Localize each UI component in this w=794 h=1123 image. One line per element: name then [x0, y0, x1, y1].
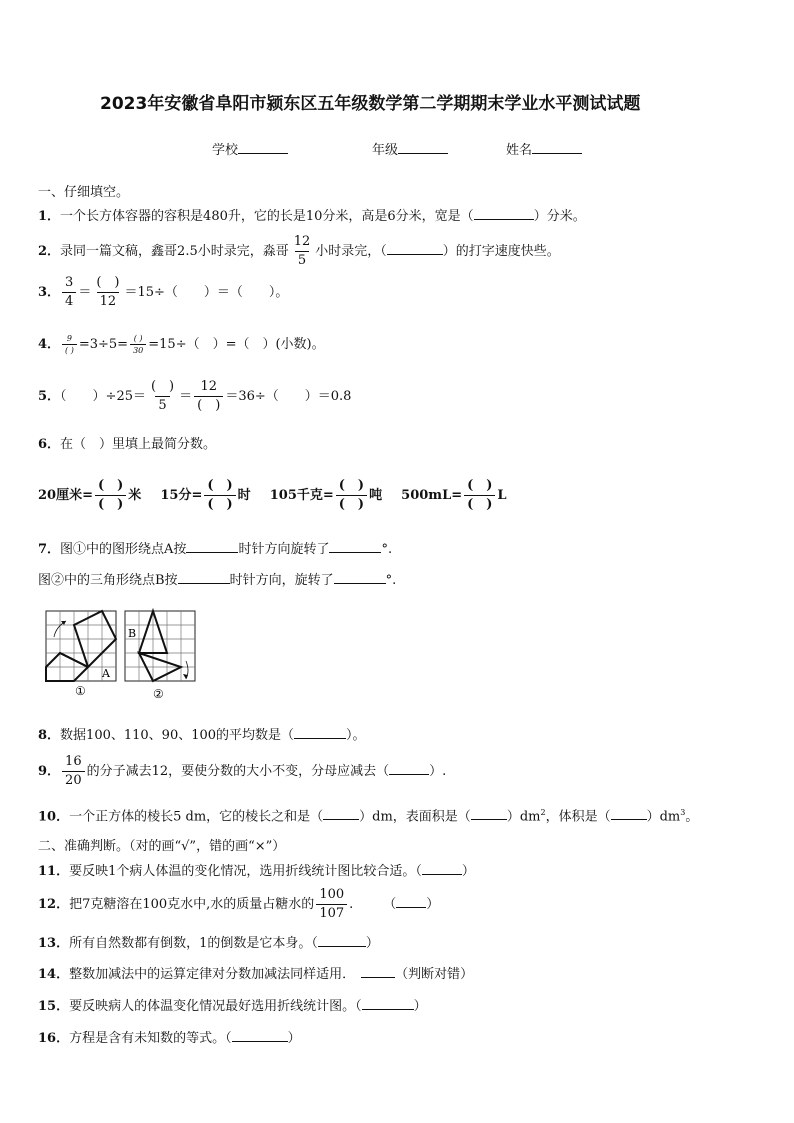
question-text: 要反映1个病人体温的变化情况，选用折线统计图比较合适。（ — [69, 864, 422, 879]
question-tail: ） — [426, 897, 440, 912]
question-16 — [38, 1029, 301, 1048]
question-tail: ）。 — [346, 728, 366, 743]
question-text: 要反映病人的体温变化情况最好选用折线统计图。（ — [69, 999, 362, 1014]
question-tail: °. — [381, 542, 393, 557]
question-tail: 。 — [685, 809, 699, 825]
question-text: ）dm — [646, 809, 681, 825]
school-label: 学校 — [212, 143, 239, 158]
denominator: 20 — [62, 771, 85, 789]
equals-sign: ＝ — [78, 285, 92, 300]
answer-blank[interactable] — [611, 807, 647, 820]
name-blank[interactable] — [532, 141, 582, 154]
denominator: 107 — [316, 904, 347, 922]
question-text: （ — [383, 897, 397, 912]
point-b-label: B — [128, 627, 137, 640]
question-text: 在（ ）里填上最简分数。 — [60, 437, 217, 452]
answer-blank[interactable] — [361, 965, 395, 978]
fraction — [291, 234, 314, 269]
question-number: 11． — [38, 864, 70, 879]
question-text: . — [349, 897, 354, 912]
question-1 — [38, 207, 586, 226]
conversion-item — [401, 478, 507, 512]
name-label: 姓名 — [506, 143, 533, 158]
conversion-unit: 吨 — [369, 488, 383, 503]
question-number: 14． — [38, 967, 70, 982]
figure-2-grid — [125, 611, 195, 681]
rotation-figures — [40, 607, 205, 702]
question-tail: ）的打字速度快些。 — [442, 244, 560, 259]
question-13 — [38, 934, 379, 953]
answer-blank[interactable] — [362, 997, 414, 1010]
conversion-item — [38, 478, 142, 512]
denominator: ( ) — [204, 495, 235, 513]
answer-blank[interactable] — [323, 807, 359, 820]
question-text: ）dm — [506, 809, 541, 825]
answer-blank[interactable] — [232, 1029, 288, 1042]
numerator: 16 — [65, 754, 82, 769]
header-name — [506, 141, 582, 160]
question-text: 数据100、110、90、100的平均数是（ — [60, 728, 295, 743]
question-number: 12． — [38, 897, 70, 912]
question-text: ＝15÷（ ）＝（ ）。 — [124, 285, 289, 300]
question-text: ，体积是（ — [545, 809, 611, 825]
point-a-label: A — [102, 667, 110, 680]
question-6 — [38, 436, 216, 454]
answer-blank[interactable] — [318, 934, 366, 947]
question-tail: ） — [365, 936, 379, 951]
answer-blank[interactable] — [294, 726, 346, 739]
question-6-items — [38, 478, 507, 513]
conversion-prefix: 500mL= — [401, 488, 463, 503]
grade-blank[interactable] — [398, 141, 448, 154]
question-7-part-2 — [38, 571, 396, 590]
numerator: 12 — [293, 234, 311, 249]
conversion-item — [269, 478, 383, 512]
conversion-prefix: 15分= — [160, 488, 203, 503]
answer-blank[interactable] — [178, 571, 230, 584]
grade-label: 年级 — [372, 143, 399, 158]
question-text: 整数加减法中的运算定律对分数加减法同样适用． — [69, 967, 356, 982]
question-number: 7． — [38, 542, 61, 557]
denominator: 30 — [130, 344, 146, 355]
header-school — [212, 141, 288, 160]
conversion-prefix: 20厘米= — [38, 488, 93, 503]
fraction — [194, 379, 223, 414]
numerator: ( ) — [338, 478, 365, 493]
answer-blank[interactable] — [387, 242, 443, 255]
question-number: 4． — [38, 337, 61, 352]
question-3 — [38, 275, 288, 310]
question-12 — [38, 887, 439, 922]
denominator: ( ) — [336, 495, 367, 513]
section-1-heading: 一、仔细填空。 — [38, 185, 130, 200]
question-8 — [38, 726, 366, 745]
answer-blank[interactable] — [396, 895, 426, 908]
question-text: 一个正方体的棱长5 dm，它的棱长之和是（ — [69, 809, 324, 825]
numerator: 3 — [65, 275, 74, 290]
fraction — [62, 275, 76, 310]
question-text: 图①中的图形绕点A按 — [60, 542, 187, 557]
question-text: 所有自然数都有倒数，1的倒数是它本身。（ — [69, 936, 318, 951]
figure-2-label: ② — [153, 687, 164, 701]
question-text: 小时录完，（ — [315, 244, 387, 259]
denominator: ( ) — [194, 396, 223, 414]
question-5 — [38, 379, 351, 414]
numerator: 9 — [66, 334, 72, 343]
numerator: ( ) — [150, 379, 175, 394]
figure-1-label: ① — [75, 684, 86, 698]
question-text: （ ）÷25＝ — [60, 389, 146, 404]
question-text: 录同一篇文稿，鑫哥2.5小时录完，淼哥 — [60, 244, 289, 259]
numerator: 12 — [200, 379, 217, 394]
question-tail: （判断对错） — [395, 967, 474, 982]
question-text: 一个长方体容器的容积是480升，它的长是10分米，高是6分米，宽是（ — [60, 209, 474, 224]
answer-blank[interactable] — [334, 571, 386, 584]
question-4 — [38, 334, 325, 355]
numerator: 100 — [319, 887, 345, 902]
fraction — [316, 887, 347, 922]
fraction — [130, 334, 146, 355]
denominator: 5 — [295, 251, 309, 269]
school-blank[interactable] — [238, 141, 288, 154]
denominator: ( ) — [62, 344, 77, 355]
question-tail: ） — [287, 1031, 301, 1046]
question-text: 的分子减去12，要使分数的大小不变，分母应减去（ — [86, 764, 390, 779]
figure-2-shapes — [139, 611, 181, 681]
superscript: 3 — [680, 808, 686, 817]
conversion-prefix: 105千克= — [269, 488, 334, 503]
denominator: 4 — [62, 292, 76, 310]
answer-blank[interactable] — [474, 207, 534, 220]
conversion-item — [160, 478, 251, 512]
denominator: ( ) — [464, 495, 495, 513]
numerator: ( ) — [97, 478, 124, 493]
question-text: 方程是含有未知数的等式。（ — [69, 1031, 232, 1046]
fraction — [148, 379, 177, 414]
header-grade — [372, 141, 448, 160]
answer-blank[interactable] — [329, 540, 381, 553]
question-number: 3． — [38, 285, 61, 300]
question-number: 15． — [38, 999, 70, 1014]
answer-blank[interactable] — [186, 540, 238, 553]
page-title: 2023年安徽省阜阳市颍东区五年级数学第二学期期末学业水平测试试题 — [100, 94, 641, 114]
answer-blank[interactable] — [422, 862, 462, 875]
question-2 — [38, 234, 560, 269]
question-tail: °. — [385, 573, 397, 588]
question-text: 图②中的三角形绕点B按 — [38, 573, 178, 588]
question-7 — [38, 540, 392, 559]
fraction — [62, 334, 77, 355]
equals-sign: ＝ — [179, 389, 193, 404]
question-number: 2． — [38, 244, 61, 259]
question-tail: ）. — [429, 764, 447, 779]
question-text: ＝36÷（ ）＝0.8 — [225, 389, 352, 404]
question-text: 时针方向，旋转了 — [229, 573, 334, 588]
conversion-unit: 米 — [128, 488, 142, 503]
denominator: 12 — [97, 292, 120, 310]
denominator: ( ) — [95, 495, 126, 513]
numerator: ( ) — [133, 334, 143, 343]
question-text: =15÷（ ）=（ ）(小数)。 — [148, 337, 325, 352]
question-number: 16． — [38, 1031, 70, 1046]
question-tail: ）分米。 — [533, 209, 586, 224]
question-number: 13． — [38, 936, 70, 951]
question-15 — [38, 997, 427, 1016]
fraction[interactable] — [336, 478, 367, 513]
question-number: 1． — [38, 209, 61, 224]
fraction[interactable] — [95, 478, 126, 513]
question-number: 10． — [38, 809, 70, 825]
question-number: 5． — [38, 389, 61, 404]
fraction — [93, 275, 122, 310]
numerator: ( ) — [467, 478, 493, 493]
conversion-unit: 时 — [237, 488, 251, 503]
fraction — [62, 754, 85, 789]
question-11 — [38, 862, 475, 881]
question-number: 8． — [38, 728, 61, 743]
fraction[interactable] — [464, 478, 495, 513]
question-text: =3÷5= — [78, 337, 129, 352]
question-14 — [38, 965, 473, 984]
question-text: 时针方向旋转了 — [238, 542, 330, 557]
question-10 — [38, 804, 698, 826]
question-tail: ） — [461, 864, 475, 879]
question-number: 6． — [38, 437, 61, 452]
question-9 — [38, 754, 446, 789]
question-tail: ） — [413, 999, 427, 1014]
answer-blank[interactable] — [471, 807, 507, 820]
section-2-heading: 二、准确判断。（对的画“√”，错的画“×”） — [38, 839, 286, 854]
numerator: ( ) — [96, 275, 120, 290]
fraction[interactable] — [204, 478, 235, 513]
conversion-unit: L — [497, 488, 507, 503]
superscript: 2 — [540, 808, 546, 817]
answer-blank[interactable] — [389, 762, 429, 775]
numerator: ( ) — [207, 478, 233, 493]
denominator: 5 — [155, 396, 169, 414]
question-text: 把7克糖溶在100克水中,水的质量占糖水的 — [69, 897, 315, 912]
question-text: ）dm，表面积是（ — [359, 809, 471, 825]
question-number: 9． — [38, 764, 61, 779]
